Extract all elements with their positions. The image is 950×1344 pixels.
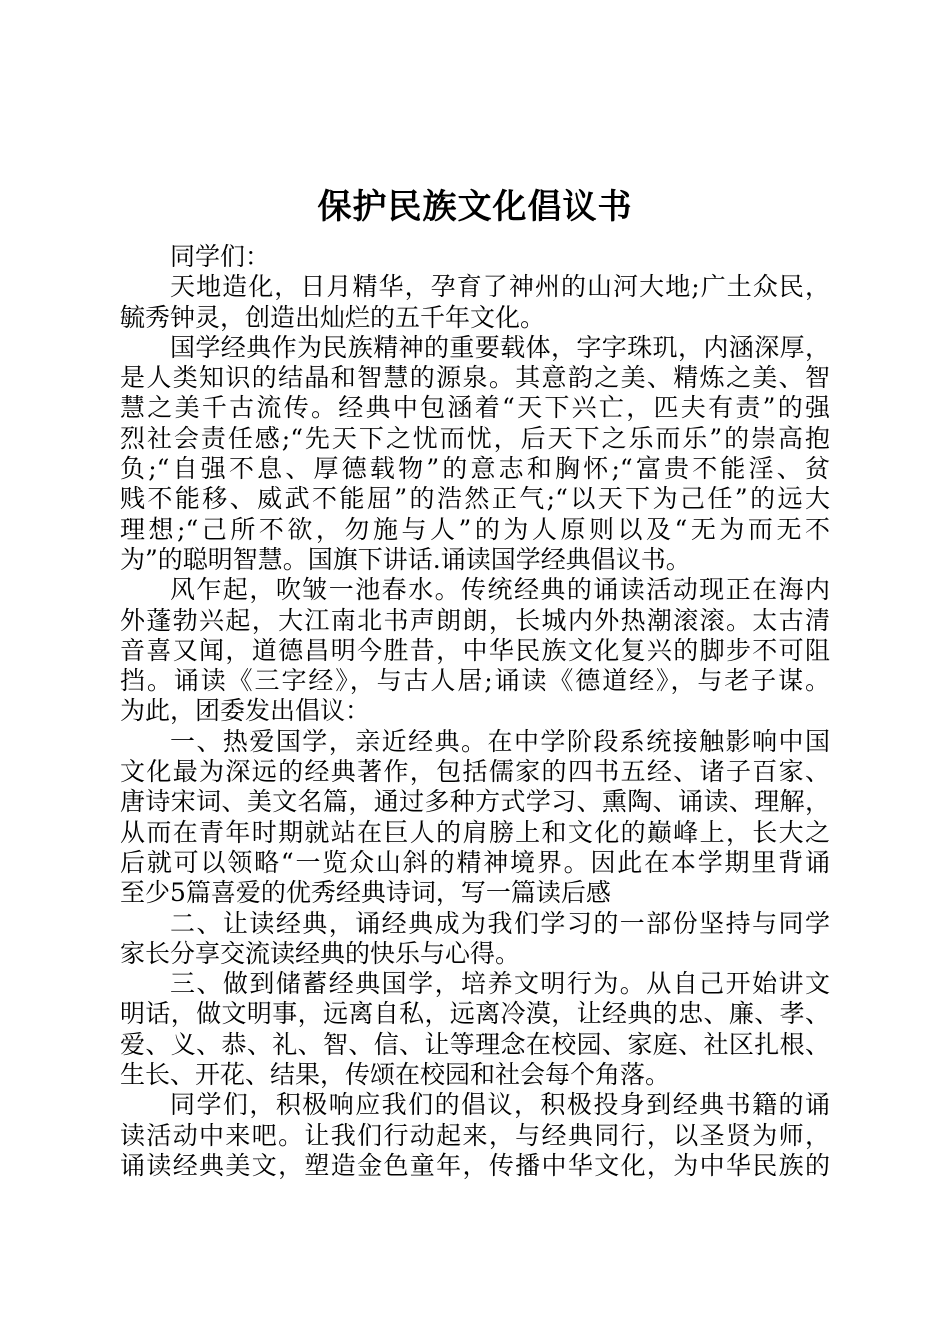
text-line: 慧之美千古流传。经典中包涵着“天下兴亡，匹夫有责”的强 [120,393,830,423]
text-line: 文化最为深远的经典著作，包括儒家的四书五经、诸子百家、 [120,757,830,787]
text-line: 一、热爱国学，亲近经典。在中学阶段系统接触影响中国 [170,726,830,756]
text-line: 家长分享交流读经典的快乐与心得。 [120,938,521,968]
document-content [120,186,830,1181]
text-line: 是人类知识的结晶和智慧的源泉。其意韵之美、精炼之美、智 [120,363,830,393]
text-line: 生长、开花、结果，传颂在校园和社会每个角落。 [120,1060,671,1090]
text-line: 理想;“己所不欲，勿施与人”的为人原则以及“无为而无不 [120,514,830,544]
text-line: 音喜又闻，道德昌明今胜昔，中华民族文化复兴的脚步不可阻 [120,635,830,665]
document-body [120,242,830,1181]
text-line: 三、做到储蓄经典国学，培养文明行为。从自己开始讲文 [170,969,830,999]
text-line: 负;“自强不息、厚德载物”的意志和胸怀;“富贵不能淫、贫 [120,454,830,484]
text-line: 至少5篇喜爱的优秀经典诗词，写一篇读后感 [120,878,611,908]
text-line: 外蓬勃兴起，大江南北书声朗朗，长城内外热潮滚滚。太古清 [120,605,830,635]
text-line: 为此，团委发出倡议： [120,696,371,726]
text-line: 后就可以领略“一览众山斜的精神境界。因此在本学期里背诵 [120,847,830,877]
text-line: 挡。诵读《三字经》，与古人居;诵读《德道经》，与老子谋。 [120,666,830,696]
text-line: 毓秀钟灵，创造出灿烂的五千年文化。 [120,302,546,332]
text-line: 风乍起，吹皱一池春水。传统经典的诵读活动现正在海内 [170,575,830,605]
text-line: 爱、义、恭、礼、智、信、让等理念在校园、家庭、社区扎根、 [120,1029,830,1059]
text-line: 同学们： [170,242,271,271]
text-line: 二、让读经典，诵经典成为我们学习的一部份坚持与同学 [170,908,830,938]
text-line: 从而在青年时期就站在巨人的肩膀上和文化的巅峰上，长大之 [120,817,830,847]
text-line: 明话，做文明事，远离自私，远离冷漠，让经典的忠、廉、孝、 [120,999,830,1029]
text-line: 诵读经典美文，塑造金色童年，传播中华文化，为中华民族的 [120,1150,830,1180]
text-line: 烈社会责任感;“先天下之忧而忧，后天下之乐而乐”的崇高抱 [120,423,830,453]
text-line: 读活动中来吧。让我们行动起来，与经典同行，以圣贤为师， [120,1120,830,1150]
text-line: 国学经典作为民族精神的重要载体，字字珠玑，内涵深厚， [170,332,830,362]
text-line: 同学们，积极响应我们的倡议，积极投身到经典书籍的诵 [170,1090,830,1120]
text-line: 唐诗宋词、美文名篇，通过多种方式学习、熏陶、诵读、理解， [120,787,830,817]
text-line: 天地造化，日月精华，孕育了神州的山河大地;广土众民， [170,272,830,302]
document-title: 保护民族文化倡议书 [317,188,633,226]
text-line: 贱不能移、威武不能屈”的浩然正气;“以天下为己任”的远大 [120,484,830,514]
text-line: 为”的聪明智慧。国旗下讲话.诵读国学经典倡议书。 [120,544,691,574]
